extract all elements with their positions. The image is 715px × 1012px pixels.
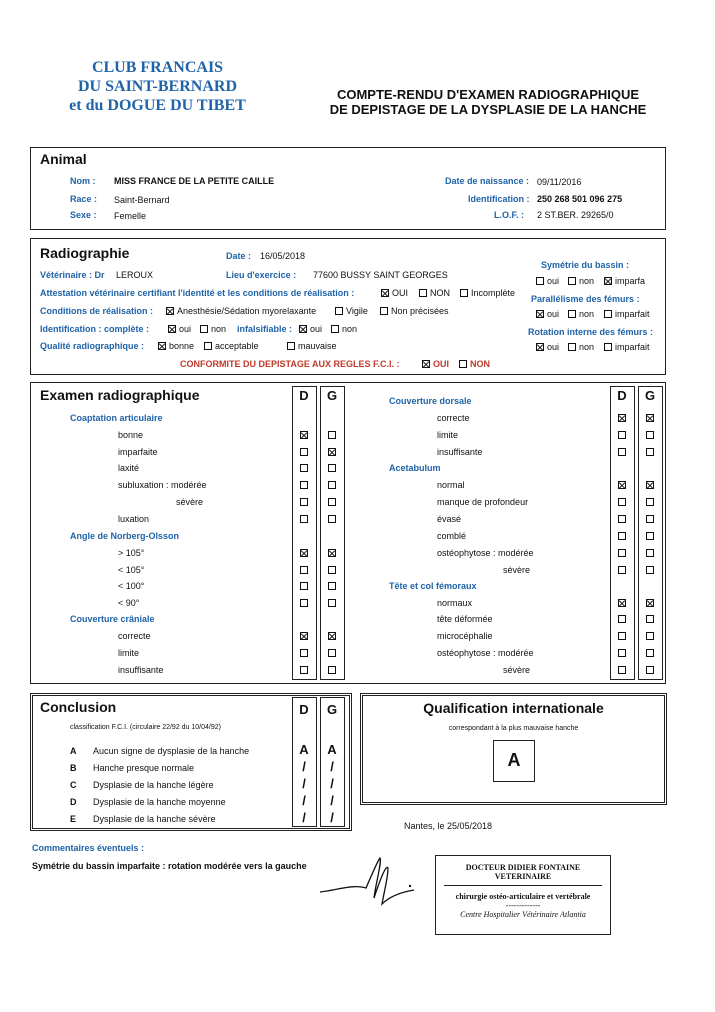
rotation-imparfait-label: imparfait <box>615 342 650 352</box>
club-name <box>50 58 265 115</box>
class-letter-e: E <box>70 814 77 824</box>
infalsifiable-label: infalsifiable : <box>237 324 293 334</box>
class-b-g-value: / <box>330 759 334 774</box>
coapt-item-laxite: laxité <box>118 463 140 473</box>
coapt-bonne-g-checkbox[interactable] <box>328 431 336 439</box>
class-letter-c: C <box>70 780 77 790</box>
class-letter-a: A <box>70 746 77 756</box>
class-letter-d: D <box>70 797 77 807</box>
examen-heading: Examen radiographique <box>40 387 200 403</box>
rotation-oui-checkbox[interactable] <box>536 343 544 351</box>
cond-vigile-checkbox[interactable] <box>335 307 343 315</box>
coapt-laxite-g-checkbox[interactable] <box>328 464 336 472</box>
parallelisme-imparfait-checkbox[interactable] <box>604 310 612 318</box>
stamp-line-3: chirurgie ostéo-articulaire et vertébrale <box>455 892 591 901</box>
acet-normal-g-checkbox[interactable] <box>646 481 654 489</box>
parallelisme-non-checkbox[interactable] <box>568 310 576 318</box>
angle-100-minus-g-checkbox[interactable] <box>328 582 336 590</box>
class-b-d-value: / <box>302 759 306 774</box>
tete-osteophytose-g-checkbox[interactable] <box>646 649 654 657</box>
class-item-c: Dysplasie de la hanche légère <box>93 780 214 790</box>
cond-anesthesie-checkbox[interactable] <box>166 307 174 315</box>
acet-severe-d-checkbox[interactable] <box>618 566 626 574</box>
grade-value: A <box>507 750 521 770</box>
cond-non-precisees-checkbox[interactable] <box>380 307 388 315</box>
class-item-e: Dysplasie de la hanche sévère <box>93 814 216 824</box>
angle-item-90-minus: < 90° <box>118 598 140 608</box>
id-value: 250 268 501 096 275 <box>537 194 623 204</box>
report-title <box>300 87 676 117</box>
exam-right-g-header: G <box>644 388 656 403</box>
cran-item-limite: limite <box>118 648 140 658</box>
acet-item-normal: normal <box>437 480 465 490</box>
angle-105-plus-d-checkbox[interactable] <box>300 549 308 557</box>
tete-severe-g-checkbox[interactable] <box>646 666 654 674</box>
dob-label: Date de naissance : <box>445 176 530 186</box>
parallelisme-oui-label: oui <box>547 309 560 319</box>
conformite-oui-label: OUI <box>433 359 450 369</box>
sexe-label: Sexe : <box>70 210 97 220</box>
conformite-non-label: NON <box>470 359 490 369</box>
rotation-label: Rotation interne des fémurs : <box>528 327 654 337</box>
acet-item-severe: sévère <box>503 565 531 575</box>
tete-item-deformee: tête déformée <box>437 614 493 624</box>
cran-item-correcte: correcte <box>118 631 151 641</box>
infalsifiable-non-checkbox[interactable] <box>331 325 339 333</box>
nom-label: Nom : <box>70 176 96 186</box>
coapt-luxation-g-checkbox[interactable] <box>328 515 336 523</box>
rotation-non-label: non <box>579 342 595 352</box>
vet-label: Vétérinaire : Dr <box>40 270 105 280</box>
qualite-mauvaise-checkbox[interactable] <box>287 342 295 350</box>
tete-microcephalie-g-checkbox[interactable] <box>646 632 654 640</box>
class-e-d-value: / <box>302 810 306 825</box>
dors-limite-g-checkbox[interactable] <box>646 431 654 439</box>
dors-correcte-d-checkbox[interactable] <box>618 414 626 422</box>
class-d-g-value: / <box>330 793 334 808</box>
symetrie-non-label: non <box>579 276 595 286</box>
tete-normaux-d-checkbox[interactable] <box>618 599 626 607</box>
title-line-1: COMPTE-RENDU D'EXAMEN RADIOGRAPHIQUE <box>336 87 640 102</box>
exam-right-d-header: D <box>617 388 627 403</box>
sexe-value: Femelle <box>114 211 147 221</box>
club-line-3: et du DOGUE DU TIBET <box>69 97 246 114</box>
place-date: Nantes, le 25/05/2018 <box>404 821 493 831</box>
coapt-laxite-d-checkbox[interactable] <box>300 464 308 472</box>
coapt-item-bonne: bonne <box>118 430 144 440</box>
acet-osteophytose-d-checkbox[interactable] <box>618 549 626 557</box>
tete-normaux-g-checkbox[interactable] <box>646 599 654 607</box>
qualite-bonne-checkbox[interactable] <box>158 342 166 350</box>
title-line-2: DE DEPISTAGE DE LA DYSPLASIE DE LA HANCHE <box>329 102 647 117</box>
cran-correcte-d-checkbox[interactable] <box>300 632 308 640</box>
parallelisme-label: Parallélisme des fémurs : <box>531 294 640 304</box>
angle-heading: Angle de Norberg-Olsson <box>70 531 180 541</box>
class-e-g-value: / <box>330 810 334 825</box>
coapt-item-severe: sévère <box>176 497 204 507</box>
acet-evase-g-checkbox[interactable] <box>646 515 654 523</box>
class-item-d: Dysplasie de la hanche moyenne <box>93 797 226 807</box>
conclusion-subtitle: classification F.C.I. (circulaire 22/92 du 10/04/92) <box>70 724 221 731</box>
coapt-bonne-d-checkbox[interactable] <box>300 431 308 439</box>
angle-100-minus-d-checkbox[interactable] <box>300 582 308 590</box>
id-label: Identification : <box>468 194 530 204</box>
rotation-non-checkbox[interactable] <box>568 343 576 351</box>
acet-item-osteophytose: ostéophytose : modérée <box>437 548 534 558</box>
symetrie-imparfait-label: imparfa <box>615 276 646 286</box>
stamp-line-1: DOCTEUR DIDIER FONTAINE <box>465 863 581 872</box>
class-a-g-value: A <box>327 742 337 757</box>
cranial-heading: Couverture crâniale <box>70 614 155 624</box>
rotation-imparfait-checkbox[interactable] <box>604 343 612 351</box>
attest-incomplete-label: Incomplète <box>471 288 516 298</box>
tete-deformee-d-checkbox[interactable] <box>618 615 626 623</box>
class-item-b: Hanche presque normale <box>93 763 195 773</box>
class-letter-b: B <box>70 763 77 773</box>
exam-left-d-header: D <box>299 388 309 403</box>
acet-normal-d-checkbox[interactable] <box>618 481 626 489</box>
cond-non-precisees-label: Non précisées <box>391 306 449 316</box>
cran-limite-g-checkbox[interactable] <box>328 649 336 657</box>
lieu-label: Lieu d'exercice : <box>226 270 297 280</box>
complete-oui-label: oui <box>179 324 192 334</box>
date-label: Date : <box>226 251 252 261</box>
coapt-item-subluxation: subluxation : modérée <box>118 480 207 490</box>
coapt-item-luxation: luxation <box>118 514 150 524</box>
acet-manque-g-checkbox[interactable] <box>646 498 654 506</box>
class-c-d-value: / <box>302 776 306 791</box>
symetrie-oui-label: oui <box>547 276 560 286</box>
acet-comble-d-checkbox[interactable] <box>618 532 626 540</box>
tete-item-microcephalie: microcéphalie <box>437 631 493 641</box>
qualite-mauvaise-label: mauvaise <box>298 341 337 351</box>
symetrie-non-checkbox[interactable] <box>568 277 576 285</box>
qualite-bonne-label: bonne <box>169 341 195 351</box>
animal-heading: Animal <box>40 151 87 167</box>
acet-evase-d-checkbox[interactable] <box>618 515 626 523</box>
class-c-g-value: / <box>330 776 334 791</box>
conformite-non-checkbox[interactable] <box>459 360 467 368</box>
cond-anesthesie-label: Anesthésie/Sédation myorelaxante <box>177 306 317 316</box>
nom-value: MISS FRANCE DE LA PETITE CAILLE <box>114 176 275 186</box>
angle-105-minus-d-checkbox[interactable] <box>300 566 308 574</box>
tete-osteophytose-d-checkbox[interactable] <box>618 649 626 657</box>
angle-105-plus-g-checkbox[interactable] <box>328 549 336 557</box>
cran-correcte-g-checkbox[interactable] <box>328 632 336 640</box>
angle-item-100-minus: < 100° <box>118 581 145 591</box>
attest-non-label: NON <box>430 288 450 298</box>
coapt-subluxation-d-checkbox[interactable] <box>300 481 308 489</box>
lieu-value: 77600 BUSSY SAINT GEORGES <box>313 270 448 280</box>
conformite-label: CONFORMITE DU DEPISTAGE AUX REGLES F.C.I. : <box>180 359 400 369</box>
conclusion-d-header: D <box>299 702 309 717</box>
coapt-item-imparfaite: imparfaite <box>118 447 158 457</box>
symetrie-oui-checkbox[interactable] <box>536 277 544 285</box>
qualite-label: Qualité radiographique : <box>40 341 145 351</box>
attest-oui-checkbox[interactable] <box>381 289 389 297</box>
race-label: Race : <box>70 194 98 204</box>
exam-left-g-header: G <box>326 388 338 403</box>
class-a-d-value: A <box>299 742 309 757</box>
stamp-line-4: ------------- <box>505 901 541 910</box>
qualite-acceptable-checkbox[interactable] <box>204 342 212 350</box>
parallelisme-non-label: non <box>579 309 595 319</box>
infalsifiable-non-label: non <box>342 324 358 334</box>
tete-item-normaux: normaux <box>437 598 473 608</box>
symetrie-imparfait-checkbox[interactable] <box>604 277 612 285</box>
cond-vigile-label: Vigile <box>346 306 368 316</box>
qualification-heading: Qualification internationale <box>423 700 604 716</box>
tete-deformee-g-checkbox[interactable] <box>646 615 654 623</box>
acet-item-comble: comblé <box>437 531 467 541</box>
tete-item-severe: sévère <box>503 665 531 675</box>
dob-value: 09/11/2016 <box>537 177 582 187</box>
attest-oui-label: OUI <box>392 288 409 298</box>
conclusion-g-header: G <box>326 702 338 717</box>
acetabulum-heading: Acetabulum <box>389 463 441 473</box>
conclusion-heading: Conclusion <box>40 699 117 715</box>
club-line-2: DU SAINT-BERNARD <box>78 78 237 95</box>
date-value: 16/05/2018 <box>260 251 306 261</box>
complete-oui-checkbox[interactable] <box>168 325 176 333</box>
coapt-severe-d-checkbox[interactable] <box>300 498 308 506</box>
attest-non-checkbox[interactable] <box>419 289 427 297</box>
lof-label: L.O.F. : <box>494 210 524 220</box>
radiographie-heading: Radiographie <box>40 245 130 261</box>
dorsale-heading: Couverture dorsale <box>389 396 472 406</box>
coapt-subluxation-g-checkbox[interactable] <box>328 481 336 489</box>
qualification-subtitle: correspondant à la plus mauvaise hanche <box>448 725 579 732</box>
infalsifiable-oui-checkbox[interactable] <box>299 325 307 333</box>
qualite-acceptable-label: acceptable <box>215 341 259 351</box>
attest-label: Attestation vétérinaire certifiant l'identité et les conditions de réalisation : <box>40 288 355 298</box>
acet-item-manque: manque de profondeur <box>437 497 529 507</box>
class-item-a: Aucun signe de dysplasie de la hanche <box>93 746 250 756</box>
cran-limite-d-checkbox[interactable] <box>300 649 308 657</box>
infalsifiable-oui-label: oui <box>310 324 323 334</box>
angle-105-minus-g-checkbox[interactable] <box>328 566 336 574</box>
tete-severe-d-checkbox[interactable] <box>618 666 626 674</box>
signature-icon <box>318 852 428 912</box>
comments-text: Symétrie du bassin imparfaite : rotation modérée vers la gauche <box>32 861 307 871</box>
dors-limite-d-checkbox[interactable] <box>618 431 626 439</box>
dors-correcte-g-checkbox[interactable] <box>646 414 654 422</box>
acet-severe-g-checkbox[interactable] <box>646 566 654 574</box>
dors-item-insuffisante: insuffisante <box>437 447 483 457</box>
coapt-imparfaite-d-checkbox[interactable] <box>300 448 308 456</box>
acet-comble-g-checkbox[interactable] <box>646 532 654 540</box>
parallelisme-imparfait-label: imparfait <box>615 309 650 319</box>
attest-incomplete-checkbox[interactable] <box>460 289 468 297</box>
complete-non-label: non <box>211 324 227 334</box>
club-line-1: CLUB FRANCAIS <box>91 59 224 76</box>
veterinarian-stamp <box>435 855 611 935</box>
conformite-oui-checkbox[interactable] <box>422 360 430 368</box>
coaptation-heading: Coaptation articulaire <box>70 413 163 423</box>
acet-osteophytose-g-checkbox[interactable] <box>646 549 654 557</box>
dors-insuffisante-d-checkbox[interactable] <box>618 448 626 456</box>
tete-heading: Tête et col fémoraux <box>389 581 477 591</box>
symetrie-label: Symétrie du bassin : <box>541 260 630 270</box>
stamp-line-5: Centre Hospitalier Vétérinaire Atlantia <box>460 910 586 919</box>
lof-value: 2 ST.BER. 29265/0 <box>537 210 614 220</box>
coapt-severe-g-checkbox[interactable] <box>328 498 336 506</box>
acet-manque-d-checkbox[interactable] <box>618 498 626 506</box>
dors-item-correcte: correcte <box>437 413 470 423</box>
comments-label: Commentaires éventuels : <box>32 843 145 853</box>
identification-label: Identification : complète : <box>40 324 150 334</box>
rotation-oui-label: oui <box>547 342 560 352</box>
tete-microcephalie-d-checkbox[interactable] <box>618 632 626 640</box>
class-d-d-value: / <box>302 793 306 808</box>
stamp-line-2: VETERINAIRE <box>494 872 552 881</box>
conditions-label: Conditions de réalisation : <box>40 306 154 316</box>
coapt-imparfaite-g-checkbox[interactable] <box>328 448 336 456</box>
angle-item-105-plus: > 105° <box>118 548 145 558</box>
coapt-luxation-d-checkbox[interactable] <box>300 515 308 523</box>
race-value: Saint-Bernard <box>114 195 170 205</box>
parallelisme-oui-checkbox[interactable] <box>536 310 544 318</box>
vet-value: LEROUX <box>116 270 154 280</box>
dors-item-limite: limite <box>437 430 459 440</box>
dors-insuffisante-g-checkbox[interactable] <box>646 448 654 456</box>
tete-item-osteophytose: ostéophytose : modérée <box>437 648 534 658</box>
angle-90-minus-d-checkbox[interactable] <box>300 599 308 607</box>
cran-item-insuffisante: insuffisante <box>118 665 164 675</box>
acet-item-evase: évasé <box>437 514 462 524</box>
complete-non-checkbox[interactable] <box>200 325 208 333</box>
cran-insuffisante-d-checkbox[interactable] <box>300 666 308 674</box>
cran-insuffisante-g-checkbox[interactable] <box>328 666 336 674</box>
angle-90-minus-g-checkbox[interactable] <box>328 599 336 607</box>
angle-item-105-minus: < 105° <box>118 565 145 575</box>
